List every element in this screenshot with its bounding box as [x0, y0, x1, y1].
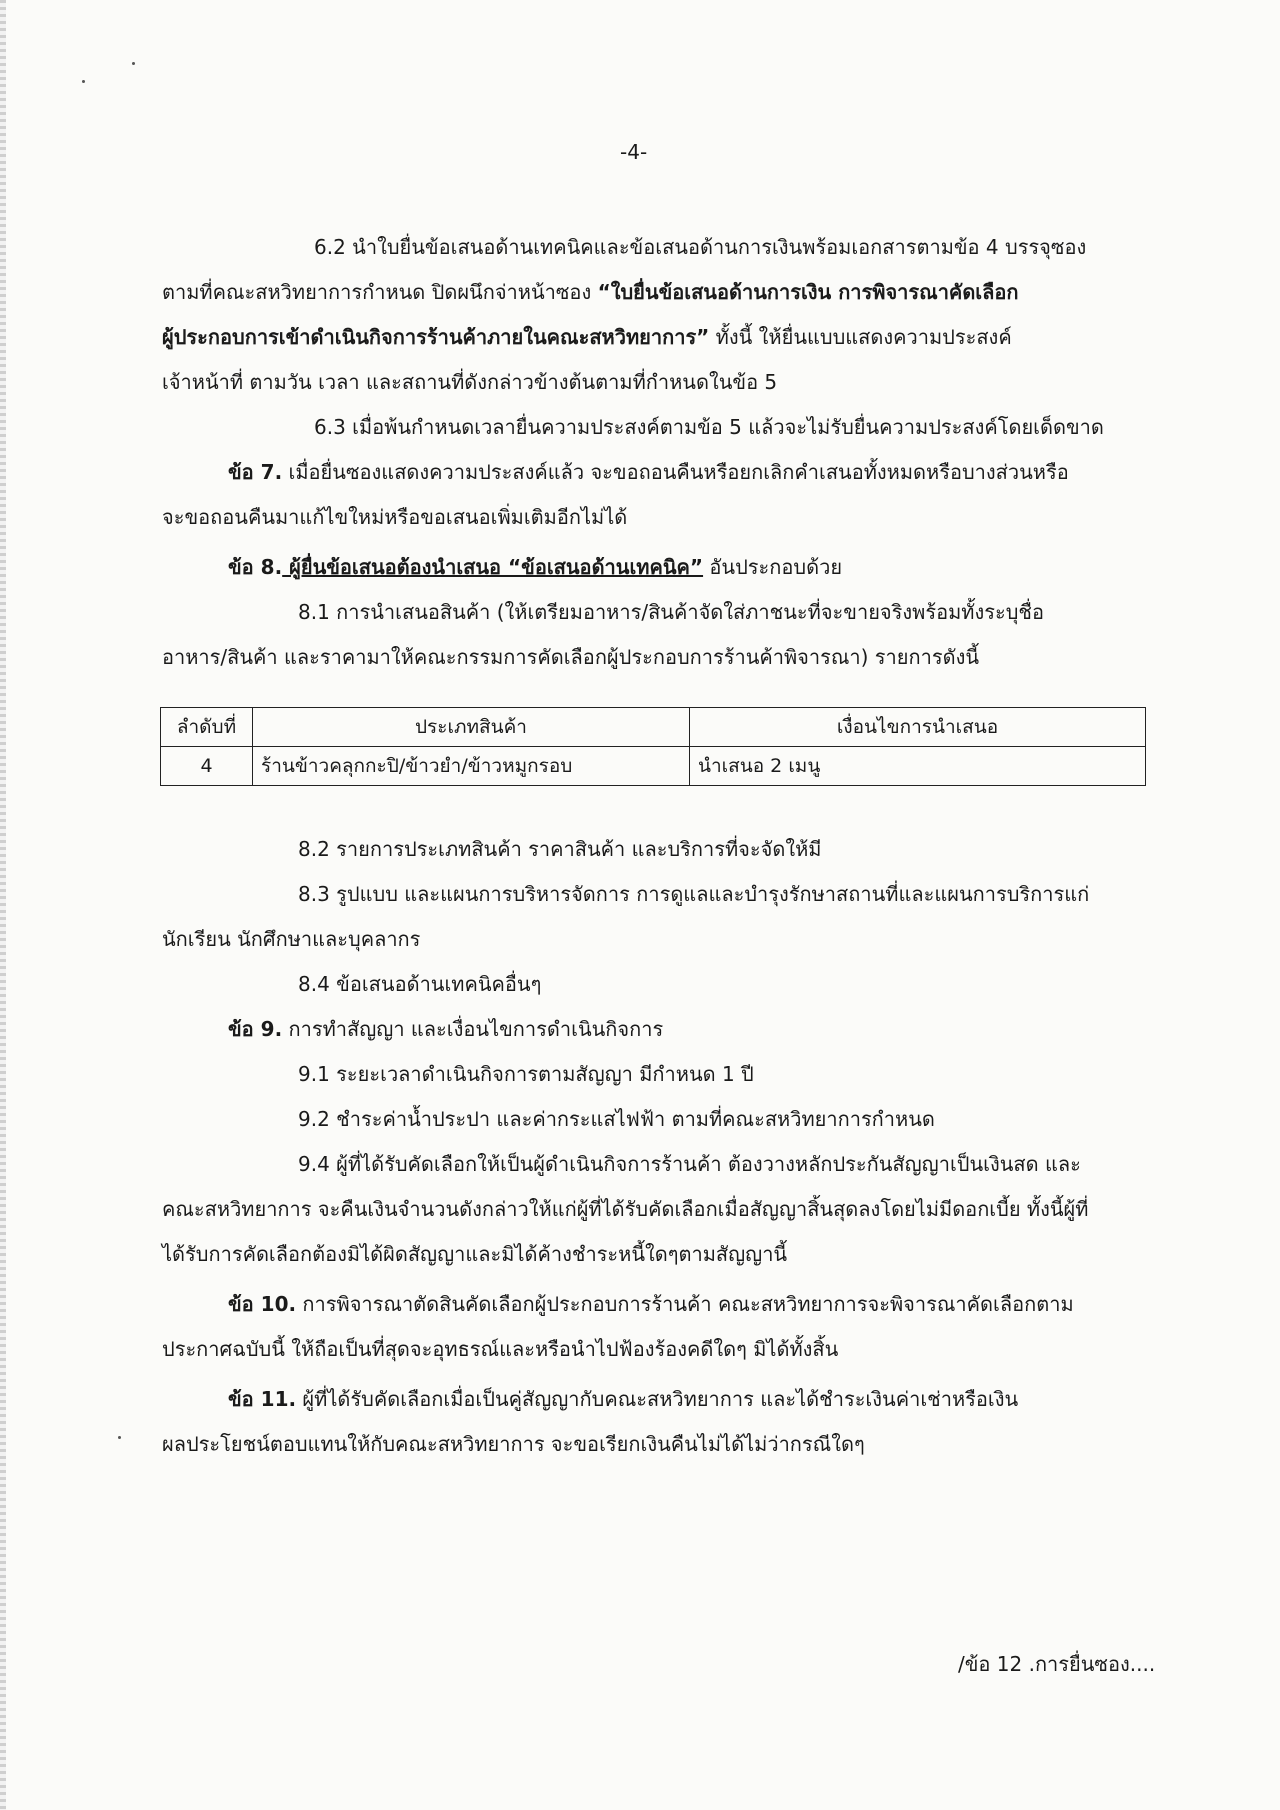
table-header-cell: ลำดับที่: [161, 708, 253, 747]
text-line: ได้รับการคัดเลือกต้องมิได้ผิดสัญญาและมิได้ค้างชำระหนี้ใดๆตามสัญญานี้: [162, 1242, 788, 1266]
text-line: ข้อ 8. ผู้ยื่นข้อเสนอต้องนำเสนอ “ข้อเสนอด้านเทคนิค” อันประกอบด้วย: [228, 555, 843, 579]
text-line: ข้อ 10. การพิจารณาตัดสินคัดเลือกผู้ประกอบการร้านค้า คณะสหวิทยาการจะพิจารณาคัดเลือกตาม: [228, 1292, 1074, 1316]
text-line: ตามที่คณะสหวิทยาการกำหนด ปิดผนึกจ่าหน้าซอง “ใบยื่นข้อเสนอด้านการเงิน การพิจารณาคัดเลือก: [162, 280, 1019, 304]
product-table: [160, 707, 1146, 786]
scan-fleck: [82, 80, 85, 83]
text-line: 9.1 ระยะเวลาดำเนินกิจการตามสัญญา มีกำหนด 1 ปี: [298, 1062, 754, 1086]
page-number: -4-: [620, 140, 648, 164]
text-line: 6.3 เมื่อพ้นกำหนดเวลายื่นความประสงค์ตามข้อ 5 แล้วจะไม่รับยื่นความประสงค์โดยเด็ดขาด: [314, 415, 1104, 439]
table-cell: 4: [161, 747, 253, 786]
text-line: นักเรียน นักศึกษาและบุคลากร: [162, 927, 421, 951]
text-line: ข้อ 9. การทำสัญญา และเงื่อนไขการดำเนินกิจการ: [228, 1017, 664, 1041]
text-line: 9.2 ชำระค่าน้ำประปา และค่ากระแสไฟฟ้า ตามที่คณะสหวิทยาการกำหนด: [298, 1107, 935, 1131]
table-cell: ร้านข้าวคลุกกะปิ/ข้าวยำ/ข้าวหมูกรอบ: [253, 747, 690, 786]
text-line: ผลประโยชน์ตอบแทนให้กับคณะสหวิทยาการ จะขอเรียกเงินคืนไม่ได้ไม่ว่ากรณีใดๆ: [162, 1432, 865, 1456]
text-line: 6.2 นำใบยื่นข้อเสนอด้านเทคนิคและข้อเสนอด้านการเงินพร้อมเอกสารตามข้อ 4 บรรจุซอง: [314, 235, 1087, 259]
table-header-cell: เงื่อนไขการนำเสนอ: [690, 708, 1146, 747]
scan-edge: [0, 0, 6, 1810]
scan-fleck: [132, 62, 135, 65]
continuation-note: /ข้อ 12 .การยื่นซอง....: [958, 1652, 1156, 1676]
text-line: 8.1 การนำเสนอสินค้า (ให้เตรียมอาหาร/สินค้าจัดใส่ภาชนะที่จะขายจริงพร้อมทั้งระบุชื่อ: [298, 600, 1044, 624]
text-line: อาหาร/สินค้า และราคามาให้คณะกรรมการคัดเลือกผู้ประกอบการร้านค้าพิจารณา) รายการดังนี้: [162, 645, 980, 669]
text-line: ประกาศฉบับนี้ ให้ถือเป็นที่สุดจะอุทธรณ์และหรือนำไปฟ้องร้องคดีใดๆ มิได้ทั้งสิ้น: [162, 1337, 839, 1361]
text-line: 9.4 ผู้ที่ได้รับคัดเลือกให้เป็นผู้ดำเนินกิจการร้านค้า ต้องวางหลักประกันสัญญาเป็นเงินสด และ: [298, 1152, 1081, 1176]
text-line: คณะสหวิทยาการ จะคืนเงินจำนวนดังกล่าวให้แก่ผู้ที่ได้รับคัดเลือกเมื่อสัญญาสิ้นสุดลงโดยไม่มีดอกเบี้ย ทั้งนี้ผู้ที่: [162, 1197, 1089, 1221]
text-line: 8.4 ข้อเสนอด้านเทคนิคอื่นๆ: [298, 972, 542, 996]
text-line: เจ้าหน้าที่ ตามวัน เวลา และสถานที่ดังกล่าวข้างต้นตามที่กำหนดในข้อ 5: [162, 370, 778, 394]
text-line: 8.3 รูปแบบ และแผนการบริหารจัดการ การดูแลและบำรุงรักษาสถานที่และแผนการบริการแก่: [298, 882, 1090, 906]
text-line: ผู้ประกอบการเข้าดำเนินกิจการร้านค้าภายในคณะสหวิทยาการ” ทั้งนี้ ให้ยื่นแบบแสดงความประสงค์: [162, 325, 1012, 349]
table-header-row: [161, 708, 1146, 747]
table-row: [161, 747, 1146, 786]
text-line: จะขอถอนคืนมาแก้ไขใหม่หรือขอเสนอเพิ่มเติมอีกไม่ได้: [162, 505, 628, 529]
text-line: 8.2 รายการประเภทสินค้า ราคาสินค้า และบริการที่จะจัดให้มี: [298, 837, 822, 861]
table-header-cell: ประเภทสินค้า: [253, 708, 690, 747]
text-line: ข้อ 11. ผู้ที่ได้รับคัดเลือกเมื่อเป็นคู่สัญญากับคณะสหวิทยาการ และได้ชำระเงินค่าเช่าหรือเงิน: [228, 1387, 1019, 1411]
text-line: ข้อ 7. เมื่อยื่นซองแสดงความประสงค์แล้ว จะขอถอนคืนหรือยกเลิกคำเสนอทั้งหมดหรือบางส่วนหรือ: [228, 460, 1069, 484]
table-cell: นำเสนอ 2 เมนู: [690, 747, 1146, 786]
scan-fleck: [118, 1436, 121, 1439]
